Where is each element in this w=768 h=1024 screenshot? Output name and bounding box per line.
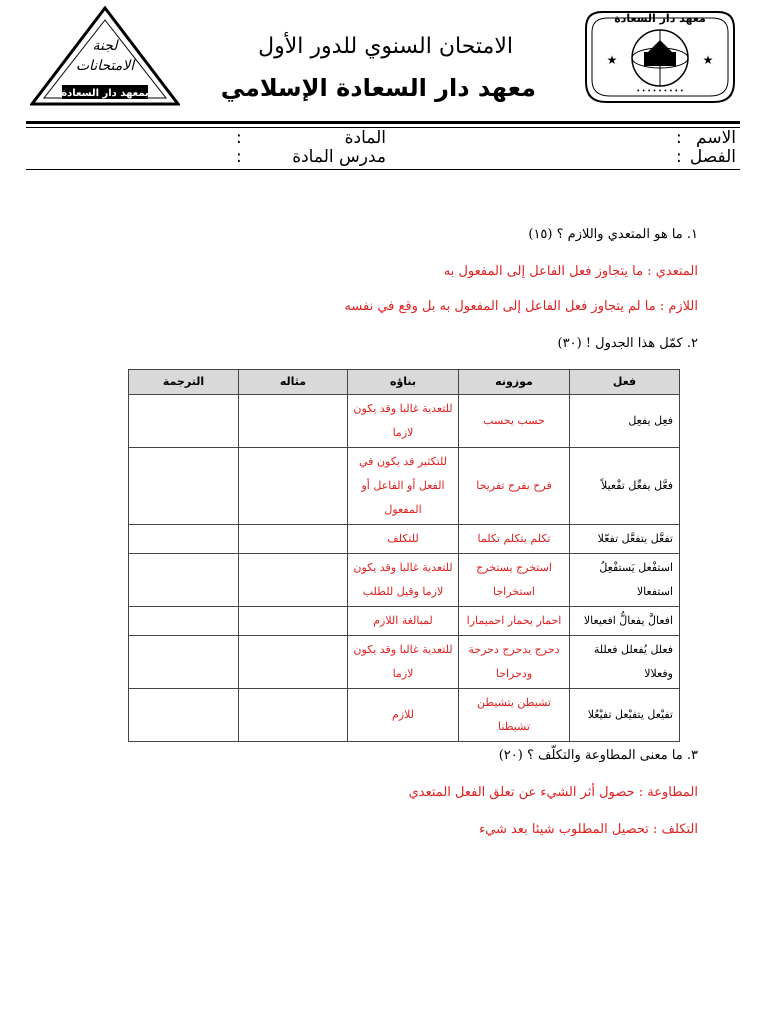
cell-mawzun: استخرج يستخرج استخراجا	[459, 554, 570, 607]
cell-mithal	[239, 448, 348, 525]
q3-answer-2: التكلف : تحصيل المطلوب شيئا بعد شيء	[479, 822, 698, 837]
cell-mawzun: تكلم يتكلم تكلما	[459, 525, 570, 554]
cell-verb: افعالَّ يفعالُّ افعيعالا	[570, 607, 680, 636]
table-row	[129, 636, 680, 689]
header-rule-bottom	[26, 169, 740, 170]
cell-mithal	[239, 636, 348, 689]
teacher-colon: :	[236, 147, 242, 167]
cell-mawzun: تشيطن يتشيطن تشيطنا	[459, 689, 570, 742]
cell-mithal	[239, 395, 348, 448]
q1-answer-2: اللازم : ما لم يتجاوز فعل الفاعل إلى المفعول به بل وقع في نفسه	[344, 299, 698, 314]
cell-binaa: للتعدية غالبا وقد يكون لازما	[348, 636, 459, 689]
institute-seal	[582, 4, 738, 106]
cell-mithal	[239, 689, 348, 742]
cell-tarjama	[129, 395, 239, 448]
table-row	[129, 525, 680, 554]
cell-binaa: للتعدية غالبا وقد يكون لازما وقيل للطلب	[348, 554, 459, 607]
committee-logo	[30, 6, 180, 106]
cell-binaa: للتعدية غالبا وقد يكون لازما	[348, 395, 459, 448]
table-row	[129, 395, 680, 448]
cell-tarjama	[129, 525, 239, 554]
q3-question: ٣. ما معنى المطاوعة والتكلّف ؟ (٢٠)	[498, 748, 698, 763]
cell-tarjama	[129, 607, 239, 636]
cell-binaa: لمبالغة اللازم	[348, 607, 459, 636]
cell-mawzun: حسب يحسب	[459, 395, 570, 448]
cell-verb: استفْعل يَستفْعِلُ استفعالا	[570, 554, 680, 607]
subject-label: المادة	[344, 128, 386, 148]
committee-logo-line1: لجنة	[92, 38, 118, 54]
teacher-label: مدرس المادة	[292, 147, 386, 167]
cell-binaa: للتكثير قد يكون في الفعل أو الفاعل أو المفعول	[348, 448, 459, 525]
cell-binaa: للتكلف	[348, 525, 459, 554]
cell-verb: تفعَّل يتفعَّل تفعّلا	[570, 525, 680, 554]
cell-mithal	[239, 525, 348, 554]
table-row	[129, 554, 680, 607]
name-label: الاسم	[696, 128, 736, 148]
cell-verb: فعَّل يفعِّل تفْعيلاً	[570, 448, 680, 525]
cell-mawzun: فرح يفرح تفريحا	[459, 448, 570, 525]
exam-title: الامتحان السنوي للدور الأول	[258, 34, 513, 59]
header-tarjama: الترجمة	[129, 370, 239, 395]
cell-binaa: للازم	[348, 689, 459, 742]
committee-logo-line2: الامتحانات	[75, 58, 135, 74]
header-mawzun: موزونه	[459, 370, 570, 395]
cell-verb: فعلل يُفعلل فعللة وفعلالا	[570, 636, 680, 689]
cell-tarjama	[129, 448, 239, 525]
class-colon: :	[676, 147, 682, 167]
institute-name: معهد دار السعادة الإسلامي	[220, 74, 536, 102]
svg-text:★: ★	[606, 53, 618, 67]
cell-mawzun: احمار يحمار احميمارا	[459, 607, 570, 636]
cell-verb: فعِل يفعِل	[570, 395, 680, 448]
q3-answer-1: المطاوعة : حصول أثر الشيء عن تعلق الفعل المتعدي	[408, 785, 698, 800]
cell-mithal	[239, 607, 348, 636]
table-header-row	[129, 370, 680, 395]
header-mithal: مثاله	[239, 370, 348, 395]
cell-tarjama	[129, 636, 239, 689]
svg-text:★: ★	[702, 53, 714, 67]
header-binaa: بناؤه	[348, 370, 459, 395]
class-label: الفصل	[689, 147, 736, 167]
svg-text:• • • • • • • • •: • • • • • • • • •	[636, 88, 684, 95]
cell-mithal	[239, 554, 348, 607]
table-row	[129, 448, 680, 525]
subject-colon: :	[236, 128, 242, 148]
name-colon: :	[676, 128, 682, 148]
cell-tarjama	[129, 554, 239, 607]
committee-logo-line3: بمعهد دار السعادة	[61, 88, 149, 99]
cell-mawzun: دحرج يدحرج دحرجة ودحراجا	[459, 636, 570, 689]
header-verb: فعل	[570, 370, 680, 395]
q2-question: ٢. كمّل هذا الجدول ! (٣٠)	[557, 336, 698, 351]
cell-tarjama	[129, 689, 239, 742]
cell-verb: تفيْعل يتفيْعل تفيْعُلا	[570, 689, 680, 742]
seal-text: معهد دار السعادة	[614, 12, 706, 25]
table-row	[129, 689, 680, 742]
q1-question: ١. ما هو المتعدي واللازم ؟ (١٥)	[528, 227, 698, 242]
verb-table	[128, 369, 680, 742]
header-rule-top	[26, 121, 740, 124]
q1-answer-1: المتعدي : ما يتجاوز فعل الفاعل إلى المفعول به	[443, 264, 698, 279]
table-row	[129, 607, 680, 636]
